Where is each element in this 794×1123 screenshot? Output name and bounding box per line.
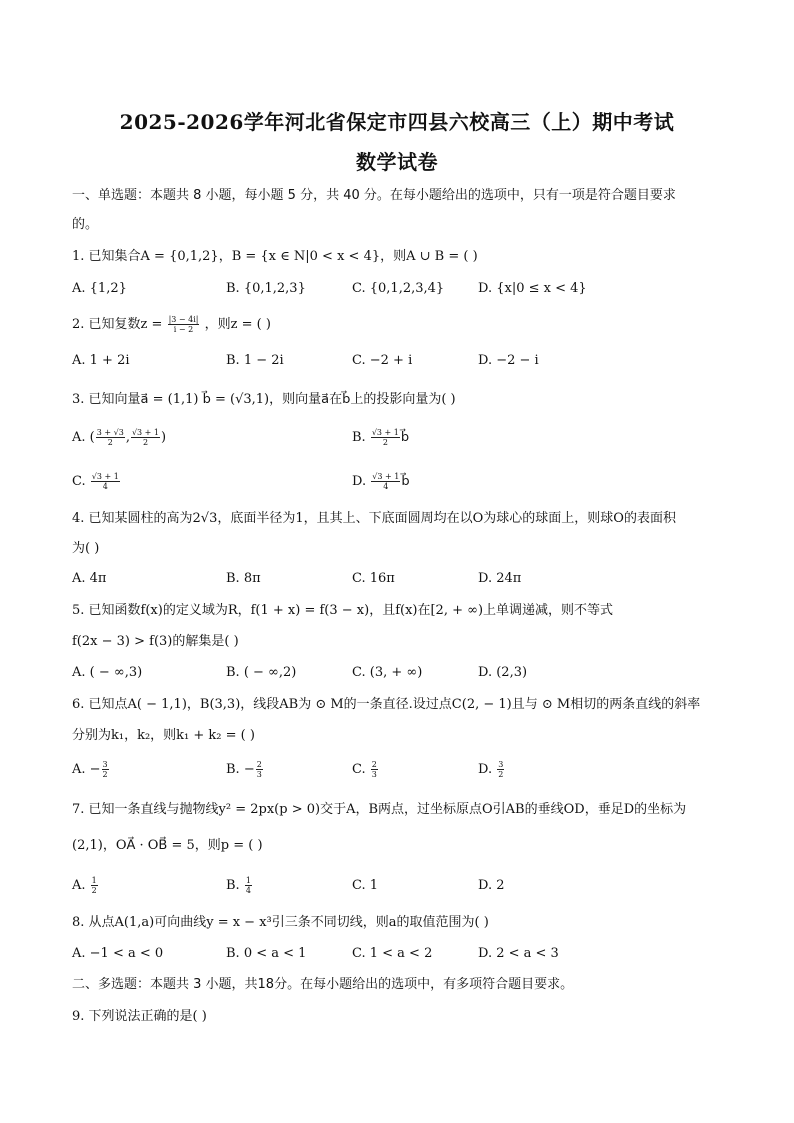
q2-fraction: $\frac{|3 - 4i|}{i - 2}$ [168,315,199,334]
section-1-heading: 一、单选题：本题共 8 小题，每小题 5 分，共 40 分。在每小题给出的选项中，只有一项是符合题目要求 [72,188,676,203]
q2-option-a: A. 1 + 2i [72,353,130,368]
question-7-stem: 7. 已知一条直线与抛物线y² = 2px(p > 0)交于A，B两点，过坐标原点O引AB的垂线OD，垂足D的坐标为 [72,802,687,817]
question-6-stem: 6. 已知点A( − 1,1)，B(3,3)，线段AB为 ⊙ M的一条直径.设过点C(2, − 1)且与 ⊙ M相切的两条直线的斜率 [72,697,701,712]
q8-option-a: A. −1 < a < 0 [72,946,164,961]
q5-option-b: B. ( − ∞,2) [226,665,297,680]
q8-option-b: B. 0 < a < 1 [226,946,307,961]
q8-option-d: D. 2 < a < 3 [478,946,559,961]
question-7-stem-cont: (2,1)，OA⃗ · OB⃗ = 5，则p = ( ) [72,838,263,853]
question-4-stem: 4. 已知某圆柱的高为2√3，底面半径为1，且其上、下底面圆周均在以O为球心的球面上，则球O的表面积 [72,511,676,526]
q4-option-a: A. 4π [72,571,107,586]
q2-option-d: D. −2 − i [478,353,539,368]
q6-option-b: B. − $\frac{2}{3}$ [226,760,262,779]
q3-option-c: C. $\frac{√3 + 1}{4}$ [72,472,119,491]
section-1-heading-cont: 的。 [72,217,99,232]
q1-option-c: C. {0,1,2,3,4} [352,281,445,296]
question-3-stem: 3. 已知向量a⃗ = (1,1) b⃗ = (√3,1)，则向量a⃗在b⃗上的投影向量为( ) [72,392,456,407]
question-2-stem: 2. 已知复数z = $\frac{|3 - 4i|}{i - 2}$ ，则z = ( ) [72,315,271,334]
question-4-stem-cont: 为( ) [72,541,100,556]
q4-option-c: C. 16π [352,571,395,586]
q4-option-b: B. 8π [226,571,261,586]
q7-option-d: D. 2 [478,878,505,893]
q7-option-c: C. 1 [352,878,379,893]
q4-option-d: D. 24π [478,571,522,586]
section-2-heading: 二、多选题：本题共 3 小题，共18分。在每小题给出的选项中，有多项符合题目要求。 [72,977,574,992]
exam-subtitle: 数学试卷 [356,150,438,174]
q3-option-d: D. $\frac{√3 + 1}{4}$ b⃗ [352,472,410,491]
q3-option-a: A. ( $\frac{3 + √3}{2}$ , $\frac{√3 + 1}{2}$ ) [72,428,167,447]
q8-option-c: C. 1 < a < 2 [352,946,433,961]
q6-option-a: A. − $\frac{3}{2}$ [72,760,108,779]
q1-option-a: A. {1,2} [72,281,127,296]
q2-option-c: C. −2 + i [352,353,413,368]
q5-option-d: D. (2,3) [478,665,528,680]
question-5-stem-cont: f(2x − 3) > f(3)的解集是( ) [72,634,239,649]
q5-option-c: C. (3, + ∞) [352,665,423,680]
question-5-stem: 5. 已知函数f(x)的定义域为R，f(1 + x) = f(3 − x)，且f(x)在[2, + ∞)上单调递减，则不等式 [72,603,614,618]
q7-option-b: B. $\frac{1}{4}$ [226,876,251,895]
question-8-stem: 8. 从点A(1,a)可向曲线y = x − x³引三条不同切线，则a的取值范围为( ) [72,915,489,930]
q6-option-c: C. $\frac{2}{3}$ [352,760,377,779]
q2-option-b: B. 1 − 2i [226,353,284,368]
question-6-stem-cont: 分别为k₁，k₂，则k₁ + k₂ = ( ) [72,728,255,743]
exam-title: 2025-2026学年河北省保定市四县六校高三（上）期中考试 [119,110,675,134]
question-1-stem: 1. 已知集合A = {0,1,2}，B = {x ∈ N|0 < x < 4}，则A ∪ B = ( ) [72,249,478,264]
q1-option-b: B. {0,1,2,3} [226,281,306,296]
q1-option-d: D. {x|0 ≤ x < 4} [478,281,587,296]
question-9-stem: 9. 下列说法正确的是( ) [72,1009,207,1024]
q6-option-d: D. $\frac{3}{2}$ [478,760,504,779]
q3-option-b: B. $\frac{√3 + 1}{2}$ b⃗ [352,428,410,447]
q5-option-a: A. ( − ∞,3) [72,665,143,680]
q7-option-a: A. $\frac{1}{2}$ [72,876,97,895]
